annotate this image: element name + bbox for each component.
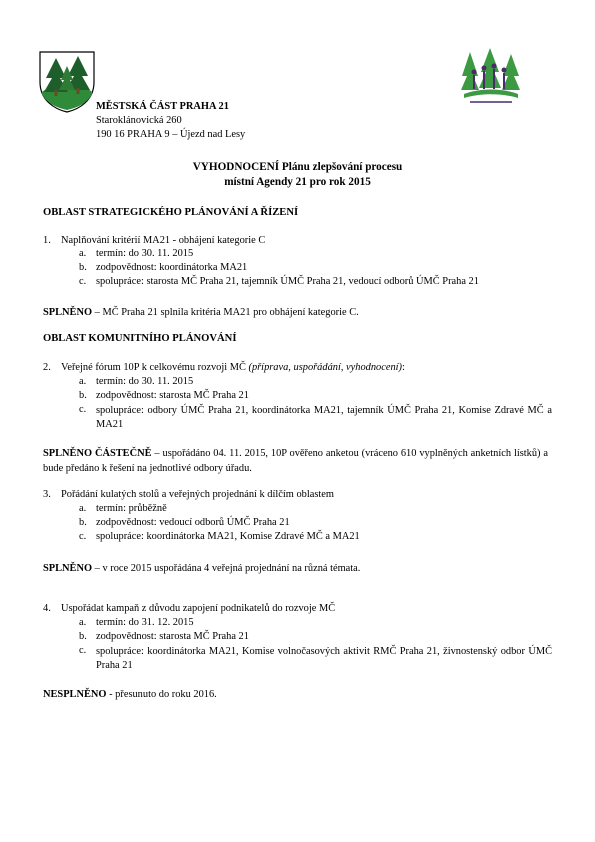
item-text: Pořádání kulatých stolů a veřejných projednání k dílčím oblastem (61, 489, 334, 500)
item-text-end: : (402, 362, 405, 373)
item-number: 1. (43, 235, 51, 246)
section-heading-community: OBLAST KOMUNITNÍHO PLÁNOVÁNÍ (43, 333, 237, 344)
result-text: – uspořádáno 04. 11. 2015, 10P ověřeno anketou (vráceno 610 vyplněných anketních lístků) a bude předáno k řešení na jednotlivé odbory úřadu. (43, 448, 548, 474)
sub-label: a. (79, 376, 87, 387)
result-paragraph (43, 687, 548, 702)
sub-text: zodpovědnost: starosta MČ Praha 21 (96, 631, 249, 642)
result-label: SPLNĚNO (43, 307, 93, 318)
sub-label: a. (79, 617, 87, 628)
sub-label: c. (79, 276, 87, 287)
sub-text: zodpovědnost: vedoucí odborů ÚMČ Praha 21 (96, 517, 290, 528)
result-label: SPLNĚNO (43, 563, 93, 574)
result-text: – v roce 2015 uspořádána 4 veřejná projednání na různá témata. (92, 563, 361, 574)
item-text-main: Veřejné fórum 10P k celkovému rozvoji MČ (61, 362, 249, 373)
section-heading-strategic: OBLAST STRATEGICKÉHO PLÁNOVÁNÍ A ŘÍZENÍ (43, 207, 299, 218)
healthy-city-logo-icon (460, 46, 522, 110)
sub-label: a. (79, 503, 87, 514)
sub-label: c. (79, 404, 87, 415)
sub-label: a. (79, 248, 87, 259)
sub-text: termín: do 31. 12. 2015 (96, 617, 194, 628)
org-city: 190 16 PRAHA 9 – Újezd nad Lesy (96, 129, 246, 140)
item-number: 2. (43, 362, 51, 373)
item-text: Naplňování kritérií MA21 - obhájení kategorie C (61, 235, 266, 246)
item-number: 4. (43, 603, 51, 614)
result-label: SPLNĚNO ČÁSTEČNĚ (43, 448, 152, 459)
sub-text: termín: průběžně (96, 503, 167, 514)
result-label: NESPLNĚNO (43, 689, 107, 700)
sub-text: spolupráce: koordinátorka MA21, Komise Zdravé MČ a MA21 (96, 531, 360, 542)
sub-text: spolupráce: koordinátorka MA21, Komise volnočasových aktivit RMČ Praha 21, živnostenský odbor ÚMČ Praha 21 (96, 646, 552, 671)
sub-text: zodpovědnost: koordinátorka MA21 (96, 262, 248, 273)
item-text-italic: (příprava, uspořádání, vyhodnocení) (248, 362, 403, 373)
document-title-line1: VYHODNOCENÍ Plánu zlepšování procesu (192, 161, 403, 173)
sub-label: b. (79, 631, 87, 642)
sub-text: termín: do 30. 11. 2015 (96, 248, 194, 259)
result-paragraph (43, 305, 548, 320)
item-text (61, 362, 405, 373)
document-title-line2: místní Agendy 21 pro rok 2015 (224, 176, 371, 188)
result-text: – MČ Praha 21 splnila kritéria MA21 pro obhájení kategorie C. (92, 307, 359, 318)
result-paragraph (43, 446, 548, 476)
result-paragraph (43, 561, 548, 576)
org-street: Staroklánovická 260 (96, 115, 182, 126)
coat-of-arms-icon (36, 48, 98, 114)
sub-text: termín: do 30. 11. 2015 (96, 376, 194, 387)
item-text: Uspořádat kampaň z důvodu zapojení podnikatelů do rozvoje MČ (61, 603, 336, 614)
sub-text: spolupráce: starosta MČ Praha 21, tajemník ÚMČ Praha 21, vedoucí odborů ÚMČ Praha 21 (96, 276, 479, 287)
org-name: MĚSTSKÁ ČÁST PRAHA 21 (96, 101, 229, 112)
sub-label: b. (79, 262, 87, 273)
item-number: 3. (43, 489, 51, 500)
sub-label: c. (79, 531, 87, 542)
sub-text: spolupráce: odbory ÚMČ Praha 21, koordinátorka MA21, tajemník ÚMČ Praha 21, Komise Zdravé MČ a MA21 (96, 405, 552, 430)
sub-label: b. (79, 517, 87, 528)
sub-label: b. (79, 390, 87, 401)
result-text: - přesunuto do roku 2016. (106, 689, 217, 700)
sub-label: c. (79, 645, 87, 656)
sub-text: zodpovědnost: starosta MČ Praha 21 (96, 390, 249, 401)
